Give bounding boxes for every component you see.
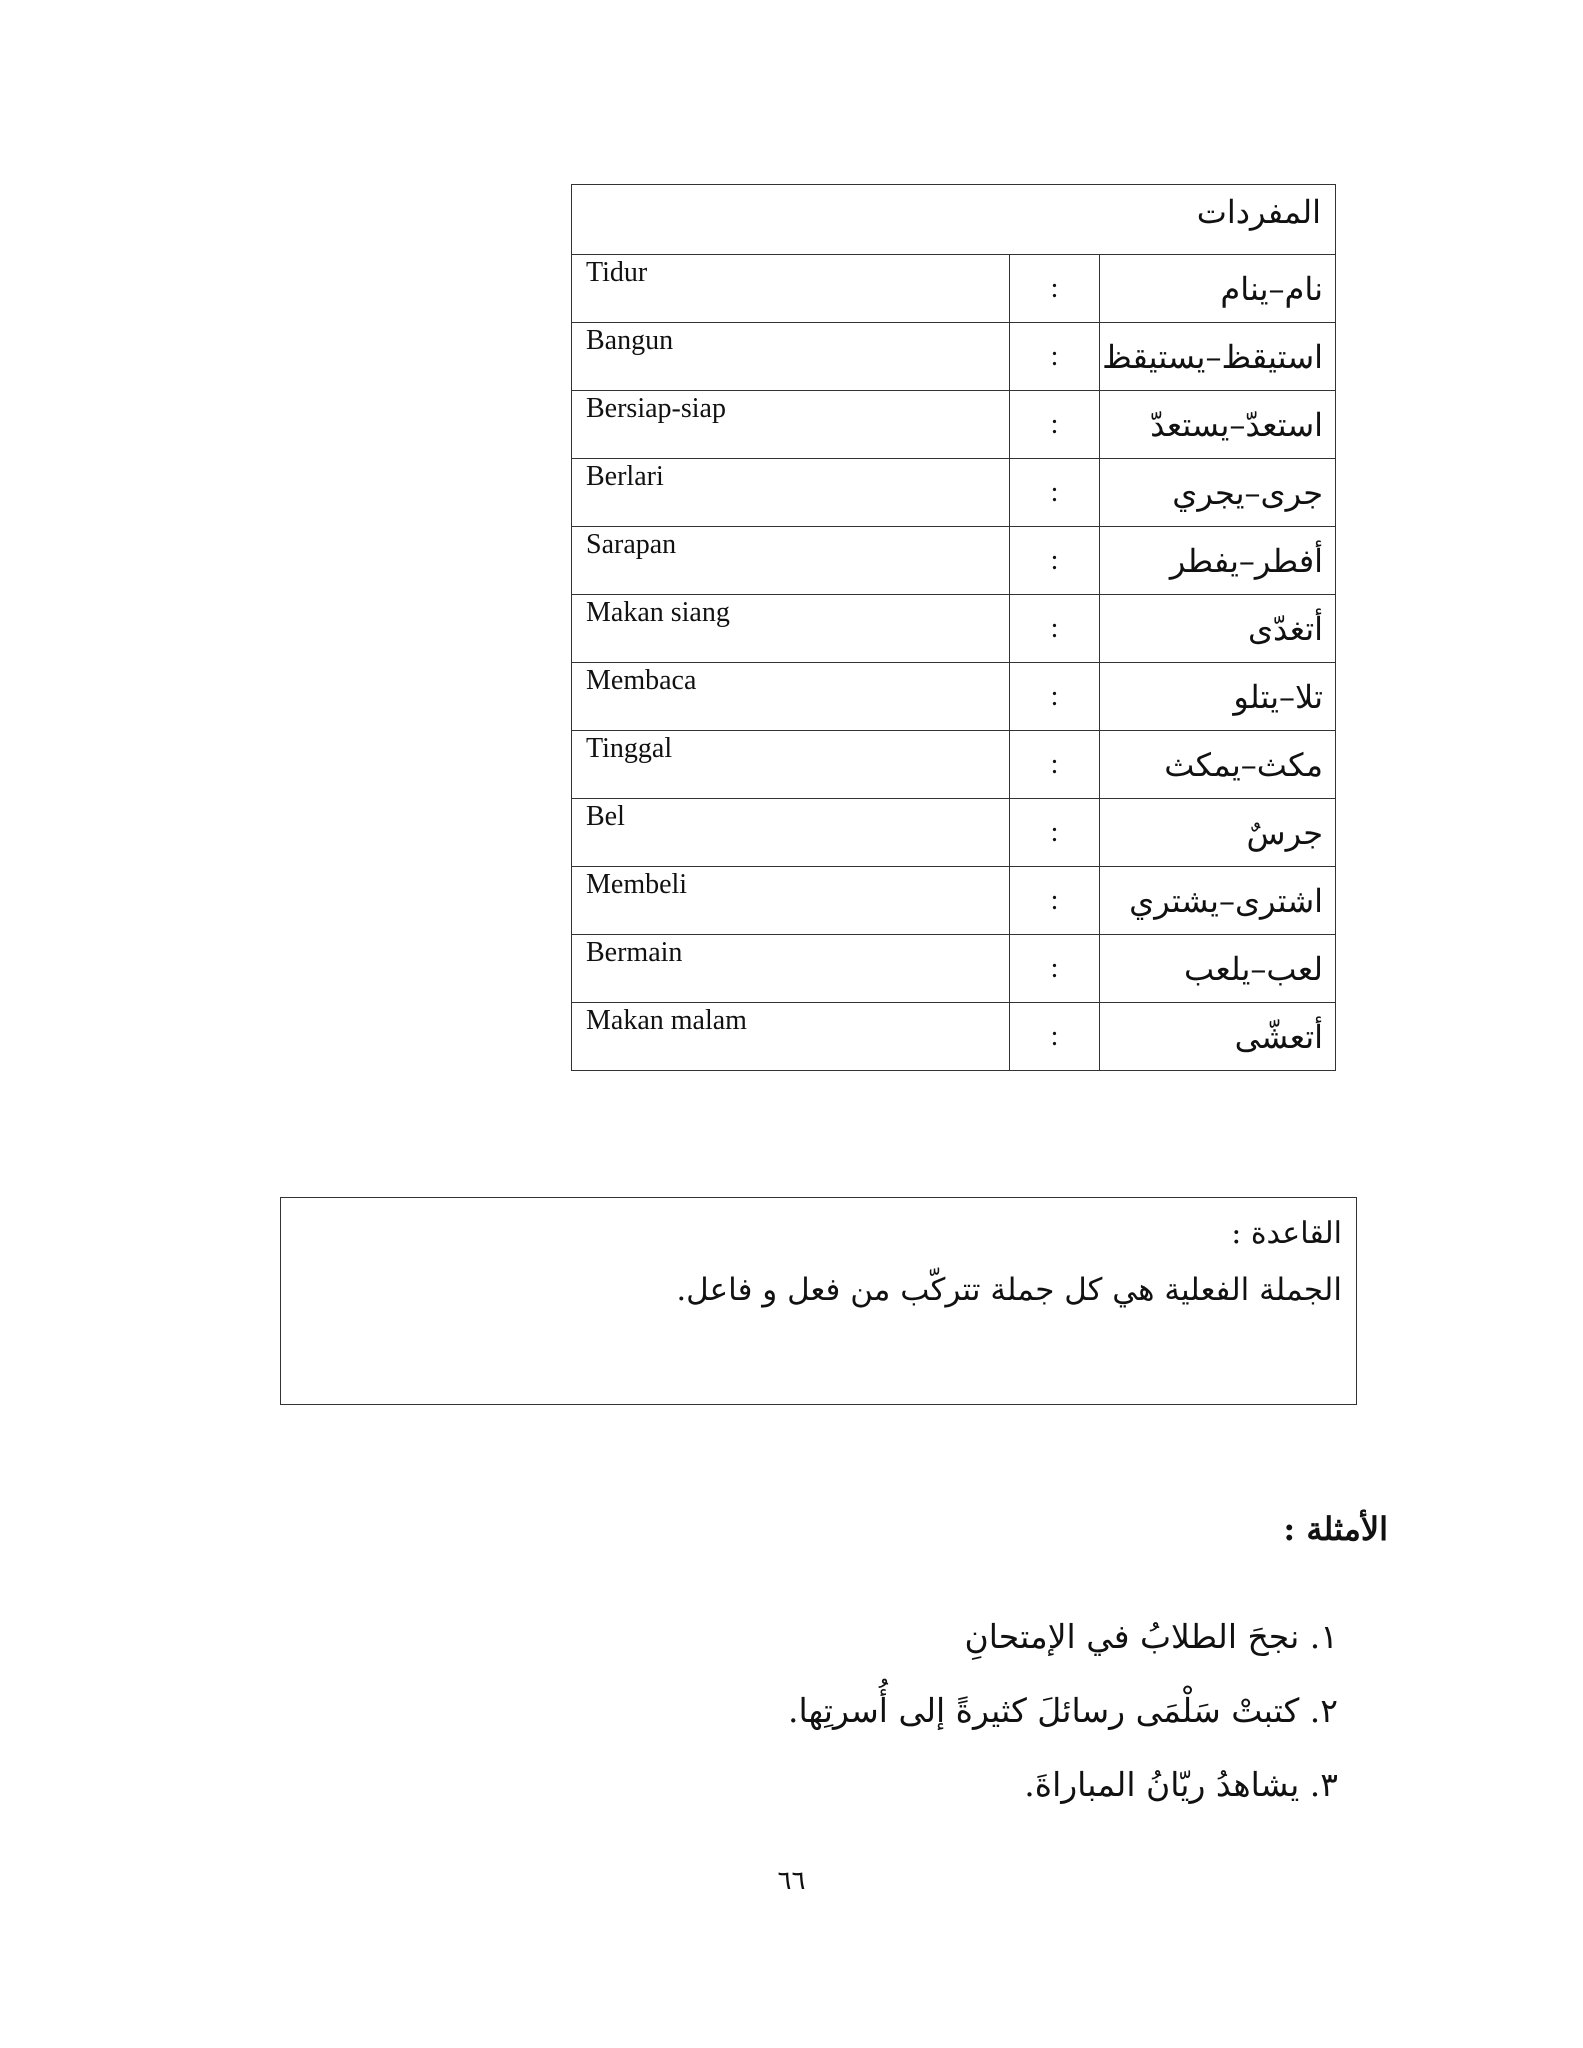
arabic-word: جرسٌ xyxy=(1100,799,1336,867)
table-row xyxy=(572,323,1336,391)
examples-list xyxy=(788,1600,1338,1822)
arabic-word: أتعشّى xyxy=(1100,1003,1336,1071)
colon-separator: : xyxy=(1010,663,1100,731)
colon-separator: : xyxy=(1010,799,1100,867)
arabic-word: تلا–يتلو xyxy=(1100,663,1336,731)
table-row xyxy=(572,731,1336,799)
colon-separator: : xyxy=(1010,867,1100,935)
arabic-word: أفطر–يفطر xyxy=(1100,527,1336,595)
indonesian-word: Berlari xyxy=(572,459,1010,527)
vocabulary-title: المفردات xyxy=(572,185,1336,255)
arabic-word: مكث–يمكث xyxy=(1100,731,1336,799)
arabic-word: نام–ينام xyxy=(1100,255,1336,323)
colon-separator: : xyxy=(1010,1003,1100,1071)
colon-separator: : xyxy=(1010,731,1100,799)
colon-separator: : xyxy=(1010,527,1100,595)
example-item: ٣. يشاهدُ ريّانُ المباراةَ. xyxy=(1024,1765,1338,1804)
colon-separator: : xyxy=(1010,595,1100,663)
indonesian-word: Bermain xyxy=(572,935,1010,1003)
indonesian-word: Bersiap-siap xyxy=(572,391,1010,459)
rule-text: الجملة الفعلية هي كل جملة تتركّب من فعل و فاعل. xyxy=(676,1272,1342,1308)
examples-title: الأمثلة : xyxy=(1283,1510,1388,1548)
colon-separator: : xyxy=(1010,255,1100,323)
table-row xyxy=(572,255,1336,323)
vocabulary-table xyxy=(571,184,1336,1071)
indonesian-word: Membaca xyxy=(572,663,1010,731)
indonesian-word: Membeli xyxy=(572,867,1010,935)
arabic-word: جرى–يجري xyxy=(1100,459,1336,527)
colon-separator: : xyxy=(1010,391,1100,459)
arabic-word: استيقظ–يستيقظ xyxy=(1100,323,1336,391)
indonesian-word: Tinggal xyxy=(572,731,1010,799)
colon-separator: : xyxy=(1010,935,1100,1003)
table-row xyxy=(572,391,1336,459)
colon-separator: : xyxy=(1010,459,1100,527)
example-item: ١. نجحَ الطلابُ في الإمتحانِ xyxy=(964,1617,1338,1656)
indonesian-word: Bel xyxy=(572,799,1010,867)
table-row xyxy=(572,935,1336,1003)
example-item: ٢. كتبتْ سَلْمَى رسائلَ كثيرةً إلى أُسرتِها. xyxy=(788,1691,1338,1730)
arabic-word: لعب–يلعب xyxy=(1100,935,1336,1003)
page-number: ٦٦ xyxy=(777,1866,806,1896)
arabic-word: أتغدّى xyxy=(1100,595,1336,663)
vocabulary-header-row xyxy=(572,185,1336,255)
table-row xyxy=(572,459,1336,527)
table-row xyxy=(572,527,1336,595)
table-row xyxy=(572,1003,1336,1071)
colon-separator: : xyxy=(1010,323,1100,391)
indonesian-word: Bangun xyxy=(572,323,1010,391)
indonesian-word: Sarapan xyxy=(572,527,1010,595)
rule-title: القاعدة : xyxy=(1231,1216,1342,1251)
indonesian-word: Makan malam xyxy=(572,1003,1010,1071)
rule-box xyxy=(280,1197,1357,1405)
table-row xyxy=(572,595,1336,663)
arabic-word: استعدّ–يستعدّ xyxy=(1100,391,1336,459)
arabic-word: اشترى–يشتري xyxy=(1100,867,1336,935)
indonesian-word: Tidur xyxy=(572,255,1010,323)
table-row xyxy=(572,799,1336,867)
table-row xyxy=(572,867,1336,935)
indonesian-word: Makan siang xyxy=(572,595,1010,663)
table-row xyxy=(572,663,1336,731)
